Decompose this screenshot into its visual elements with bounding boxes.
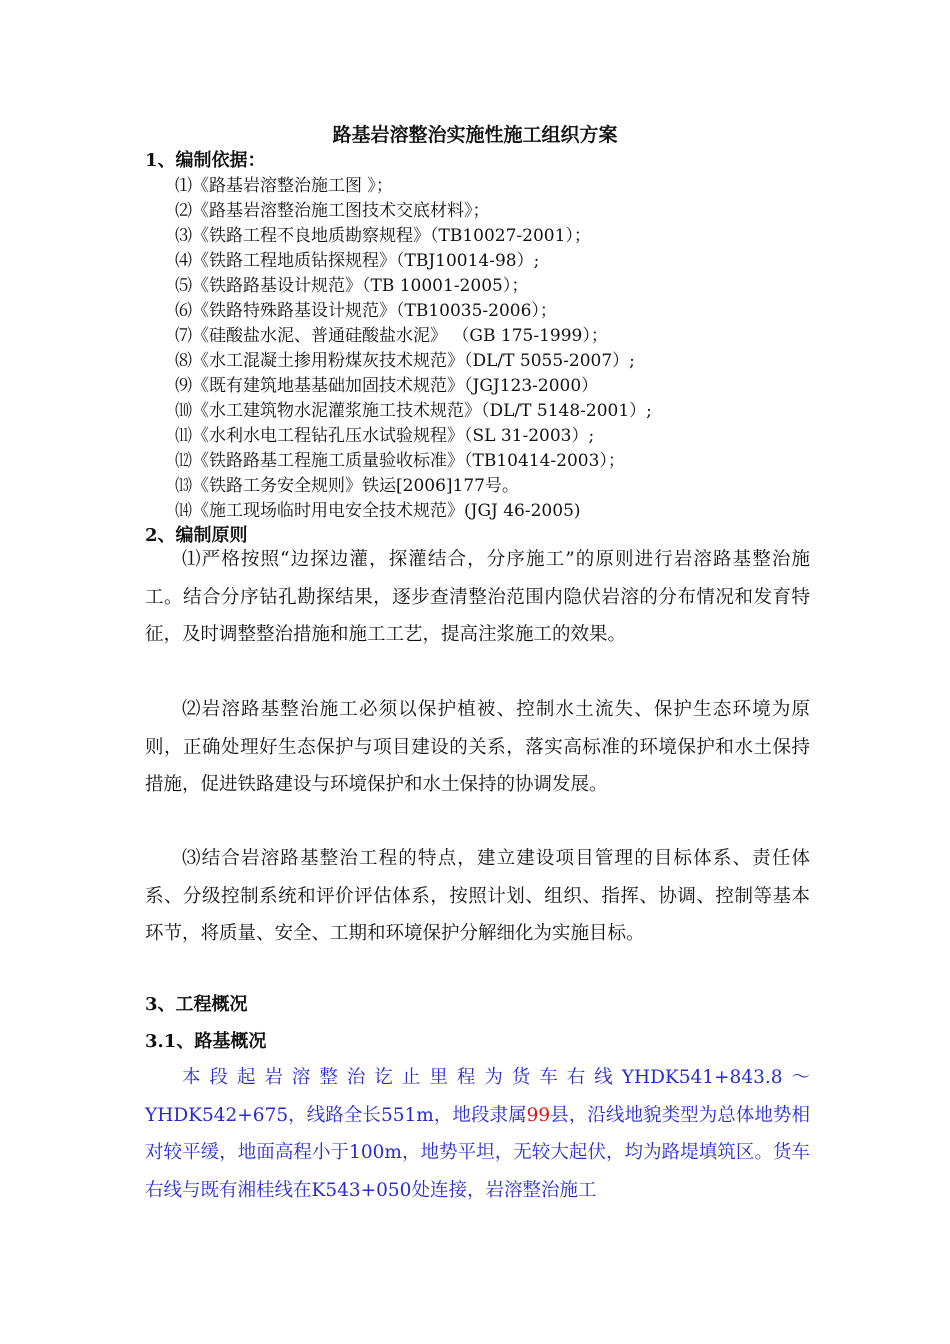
overview-text-part1: 本段起岩溶整治讫止里程为货车右线YHDK541+843.8～YHDK542+675，线路全长551m，地段隶属: [145, 1067, 810, 1126]
subgrade-overview-paragraph: [145, 1059, 810, 1209]
reference-item: ⑵《路基岩溶整治施工图技术交底材料》；: [175, 201, 490, 221]
overview-text-part2: 县，沿线地貌类型为总体地势相对较平缓，地面高程小于100m，地势平坦，无较大起伏，均为路堤填筑区。货车右线与既有湘桂线在K543+050处连接，岩溶整治施工: [145, 1104, 810, 1201]
reference-item: ⒀《铁路工务安全规则》铁运[2006]177号。: [175, 476, 519, 496]
principle-paragraph: ⑴严格按照“边探边灌，探灌结合，分序施工”的原则进行岩溶路基整治施工。结合分序钻孔勘探结果，逐步查清整治范围内隐伏岩溶的分布情况和发育特征，及时调整整治措施和施工工艺，提高注浆施工的效果。: [145, 549, 810, 645]
principle-paragraph: ⑶结合岩溶路基整治工程的特点，建立建设项目管理的目标体系、责任体系、分级控制系统和评价评估体系，按照计划、组织、指挥、协调、控制等基本环节，将质量、安全、工期和环境保护分解细化为实施目标。: [145, 848, 810, 944]
reference-item: ⑺《硅酸盐水泥、普通硅酸盐水泥》 （GB 175-1999）；: [175, 326, 608, 346]
section-heading-overview: 3、工程概况: [145, 994, 248, 1015]
section-heading-basis: 1、编制依据：: [145, 150, 266, 171]
reference-item: ⑻《水工混凝土掺用粉煤灰技术规范》（DL/T 5055-2007）;: [175, 351, 635, 371]
reference-item: ⑹《铁路特殊路基设计规范》（TB10035-2006）；: [175, 301, 557, 321]
reference-item: ⑸《铁路路基设计规范》（TB 10001-2005）；: [175, 276, 529, 296]
section-heading-principles: 2、编制原则: [145, 525, 248, 546]
principle-paragraph: ⑵岩溶路基整治施工必须以保护植被、控制水土流失、保护生态环境为原则，正确处理好生态保护与项目建设的关系，落实高标准的环境保护和水土保持措施，促进铁路建设与环境保护和水土保持的协调发展。: [145, 699, 810, 795]
document-title: 路基岩溶整治实施性施工组织方案: [332, 124, 618, 146]
subsection-heading-subgrade: 3.1、路基概况: [145, 1031, 267, 1052]
county-number: 99: [526, 1104, 551, 1126]
reference-item: ⑽《水工建筑物水泥灌浆施工技术规范》（DL/T 5148-2001）;: [175, 401, 652, 421]
reference-item: ⑿《铁路路基工程施工质量验收标准》（TB10414-2003）；: [175, 451, 625, 471]
reference-item: ⑷《铁路工程地质钻探规程》（TBJ10014-98）;: [175, 251, 540, 271]
reference-item: ⑴《路基岩溶整治施工图 》；: [175, 176, 393, 196]
reference-item: ⑶《铁路工程不良地质勘察规程》（TB10027-2001）；: [175, 226, 591, 246]
reference-item: ⑾《水利水电工程钻孔压水试验规程》（SL 31-2003）;: [175, 426, 595, 446]
reference-item: ⑼《既有建筑地基基础加固技术规范》（JGJ123-2000）: [175, 376, 599, 396]
reference-item: ⒁《施工现场临时用电安全技术规范》(JGJ 46-2005): [175, 501, 581, 521]
